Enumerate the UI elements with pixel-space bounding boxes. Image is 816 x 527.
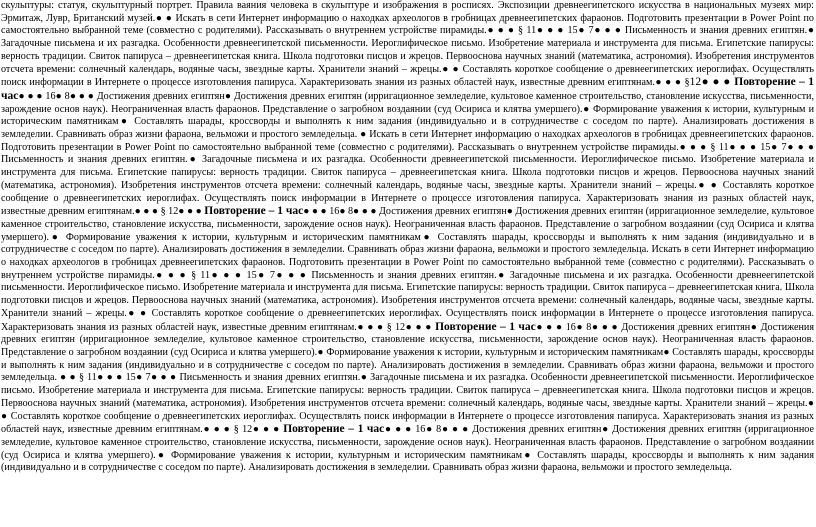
section-heading: Повторение – 1 час [283, 423, 385, 436]
section-heading: Повторение – 1 час [435, 320, 536, 333]
text-run: ● ● ● 16● 8● ● ● Достижения древних египтян● Достижения древних египтян (ирригационное земледелие, культовое каменное строительство, становление искусства, письменности, зарождение основ наук). Неограниченная власть фараонов. Представление о загробном воздаянии (суд Осириса и клятва умершего).● Формирование уважения к истории, культурным и историческим памятникам● Составлять шарады, кроссворды и выполнять к ним задания (индивидуально и в сотрудничестве с соседом по парте). Анализировать достижения в земледелии. Сравнивать образ жизни фараона, вельможи и простого земледельца. ● ● § 11● ● ● 15● 7● ● ● Письменность и знания древних египтян.● Загадочные письмена и их разгадка. Особенности древнеегипетской письменности. Иероглифическое письмо. Изобретение материала и инструмента для письма. Египетские папирусы: верность традиции. Свиток папируса – древнеегипетская книга. Школа подготовки писцов и жрецов. Первооснова научных знаний (математика, астрономия). Изобретения инструментов отсчета времени: солнечный календарь, водяные часы, звездные карты. Хранители знаний – жрецы.● ● Составлять короткое сообщение о древнеегипетских иероглифах. Осуществлять поиск информации в Интернете о процессе изготовления папируса. Характеризовать знания из разных областей наук, известные древним египтянам.● ● ● § 12● ● ● [1, 321, 814, 436]
section-heading: Повторение – 1 час [204, 205, 304, 218]
text-run: ● ● ● 16● 8● ● ● Достижения древних египтян● Достижения древних египтян (ирригационное земледелие, культовое каменное строительство, становление искусства, письменности, зарождение основ наук). Неограниченная власть фараонов. Представление о загробном воздаянии (суд Осириса и клятва умершего).● Формирование уважения к истории, культурным и историческим памятникам● Составлять шарады, кроссворды и выполнять к ним задания (индивидуально и в сотрудничестве с соседом по парте). Анализировать достижения в земледелии. Сравнивать образ жизни фараона, вельможи и простого земледельца. Искать в сети Интернет информацию о находках археологов в гробницах древнеегипетских фараонов. Подготовить презентации в Power Point по самостоятельно выбранной теме (совместно с родителями). Рассказывать о внутреннем устройстве пирамиды.● ● ● § 11● ● ● 15● 7● ● ● Письменность и знания древних египтян.● Загадочные письмена и их разгадка. Особенности древнеегипетской письменности. Иероглифическое письмо. Изобретение материала и инструмента для письма. Египетские папирусы: верность традиции. Свиток папируса – древнеегипетская книга. Школа подготовки писцов и жрецов. Первооснова научных знаний (математика, астрономия). Изобретения инструментов отсчета времени: солнечный календарь, водяные часы, звездные карты. Хранители знаний – жрецы.● ● Составлять короткое сообщение о древнеегипетских иероглифах. Осуществлять поиск информации в Интернете о процессе изготовления папируса. Характеризовать знания из разных областей наук, известные древним египтянам.● ● ● § 12● ● ● [1, 206, 815, 333]
document-body [1, 0, 814, 475]
text-run: 12● ● ● [689, 76, 735, 89]
text-run: ● ● ● 16● 8● ● ● Достижения древних египтян● Достижения древних египтян (ирригационное земледелие, культовое каменное строительство, становление искусства, письменности, зарождение основ наук). Неограниченная власть фараонов. Представление о загробном воздаянии (суд Осириса и клятва умершего).● Формирование уважения к истории, культурным и историческим памятникам● Составлять шарады, кроссворды и выполнять к ним задания (индивидуально и в сотрудничестве с соседом по парте). Анализировать достижения в земледелии. Сравнивать образ жизни фараона, вельможи и простого земледельца. ● Искать в сети Интернет информацию о находках археологов в гробницах древнеегипетских фараонов. Подготовить презентации в Power Point по самостоятельно выбранной теме (совместно с родителями). Рассказывать о внутреннем устройстве пирамиды.● ● ● § 11● ● ● 15● 7● ● ● Письменность и знания древних египтян.● Загадочные письмена и их разгадка. Особенности древнеегипетской письменности. Иероглифическое письмо. Изобретение материала и инструмента для письма. Египетские папирусы: верность традиции. Свиток папируса – древнеегипетская книга. Школа подготовки писцов и жрецов. Первооснова научных знаний (математика, астрономия). Изобретения инструментов отсчета времени: солнечный календарь, водяные часы, звездные карты. Хранители знаний – жрецы.● ● Составлять короткое сообщение о древнеегипетских иероглифах. Осуществлять поиск информации в Интернете о процессе изготовления папируса. Характеризовать знания из разных областей наук, известные древним египтянам.● ● ● § 12● ● ● [1, 90, 814, 218]
section-heading: Повторение – 1 час [1, 76, 815, 102]
text-run: скульптуры: статуя, скульптурный портрет. Правила ваяния человека в скульптуре и изображения в росписях. Экспозиции древнеегипетского искусства в национальных музеях мир: Эрмитаж, Лувр, Британский музей.● ● Искать в сети Интернет информацию о находках археологов в гробницах древнеегипетских фараонов. Подготовить презентации в Power Point по самостоятельно выбранной теме (совместно с родителями). Рассказывать о внутреннем устройстве пирамиды.● ● ● § 11● ● ● 15● 7● ● ● Письменность и знания древних египтян.● Загадочные письмена и их разгадка. Особенности древнеегипетской письменности. Иероглифическое письмо. Изобретение материала и инструмента для письма. Египетские папирусы: верность традиции. Свиток папируса – древнеегипетская книга. Школа подготовки писцов и жрецов. Первооснова научных знаний (математика, астрономия). Изобретения инструментов отсчета времени: солнечный календарь, водяные часы, звездные карты. Хранители знаний – жрецы.● ● Составлять короткое сообщение о древнеегипетских иероглифах. Осуществлять поиск информации в Интернете о процессе изготовления папируса. Характеризовать знания из разных областей наук, известные древним египтянам.● ● ● § [1, 0, 814, 89]
text-run: ● ● ● 16● 8● ● ● Достижения древних египтян● Достижения древних египтян (ирригационное земледелие, культовое каменное строительство, становление искусства, письменности, зарождение основ наук). Неограниченная власть фараонов. Представление о загробном воздаянии (суд Осириса и клятва умершего).● Формирование уважения к истории, культурным и историческим памятникам● Составлять шарады, кроссворды и выполнять к ним задания (индивидуально и в сотрудничестве с соседом по парте). Анализировать достижения в земледелии. Сравнивать образ жизни фараона, вельможи и простого земледельца. [1, 424, 814, 474]
